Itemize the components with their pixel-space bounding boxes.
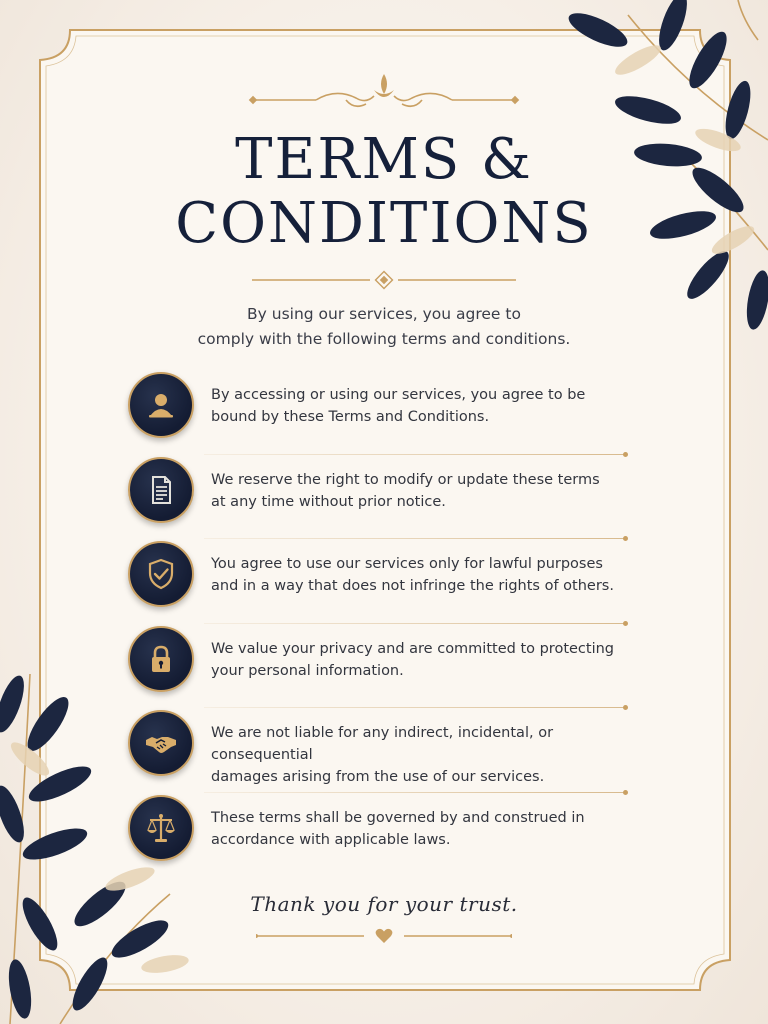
terms-list: [126, 370, 626, 877]
intro-line-2: comply with the following terms and conditions.: [197, 330, 571, 348]
title-line-1: TERMS &: [235, 127, 533, 192]
term-item: [126, 370, 626, 455]
title-line-2: CONDITIONS: [175, 191, 593, 256]
term-line-2: accordance with applicable laws.: [211, 831, 451, 848]
term-text: [211, 469, 626, 513]
term-line-1: These terms shall be governed by and construed in: [211, 809, 585, 826]
term-item: [126, 793, 626, 878]
heart-divider: [256, 926, 512, 946]
term-line-2: bound by these Terms and Conditions.: [211, 409, 490, 425]
closing-message: Thank you for your trust.: [250, 892, 518, 916]
term-item: [126, 539, 626, 624]
term-line-1: By accessing or using our services, you agree to be: [211, 387, 586, 403]
term-line-1: We value your privacy and are committed to protecting: [211, 640, 615, 657]
term-item: [126, 624, 626, 709]
scales-icon: [128, 795, 194, 861]
page-title: [0, 128, 768, 256]
term-text: [211, 384, 626, 428]
intro-line-1: By using our services, you agree to: [247, 305, 521, 323]
intro-text: [0, 302, 768, 352]
term-line-2: and in a way that does not infringe the rights of others.: [211, 578, 614, 594]
term-line-1: We are not liable for any indirect, incidental, or consequential: [211, 725, 554, 763]
term-text: [211, 722, 626, 788]
term-text: [211, 553, 626, 597]
term-item: [126, 455, 626, 540]
term-text: [211, 807, 626, 851]
title-flourish-ornament: [246, 70, 522, 112]
user-icon: [128, 372, 194, 438]
shield-check-icon: [128, 541, 194, 607]
document-icon: [128, 457, 194, 523]
term-line-1: You agree to use our services only for lawful purposes: [211, 556, 603, 572]
term-line-1: We reserve the right to modify or update these terms: [211, 471, 600, 488]
term-line-2: damages arising from the use of our services.: [211, 769, 545, 785]
term-line-2: at any time without prior notice.: [211, 493, 446, 510]
term-item: [126, 708, 626, 793]
term-text: [211, 638, 626, 682]
term-line-2: your personal information.: [211, 662, 404, 679]
lock-icon: [128, 626, 194, 692]
handshake-icon: [128, 710, 194, 776]
title-divider: [252, 270, 516, 290]
